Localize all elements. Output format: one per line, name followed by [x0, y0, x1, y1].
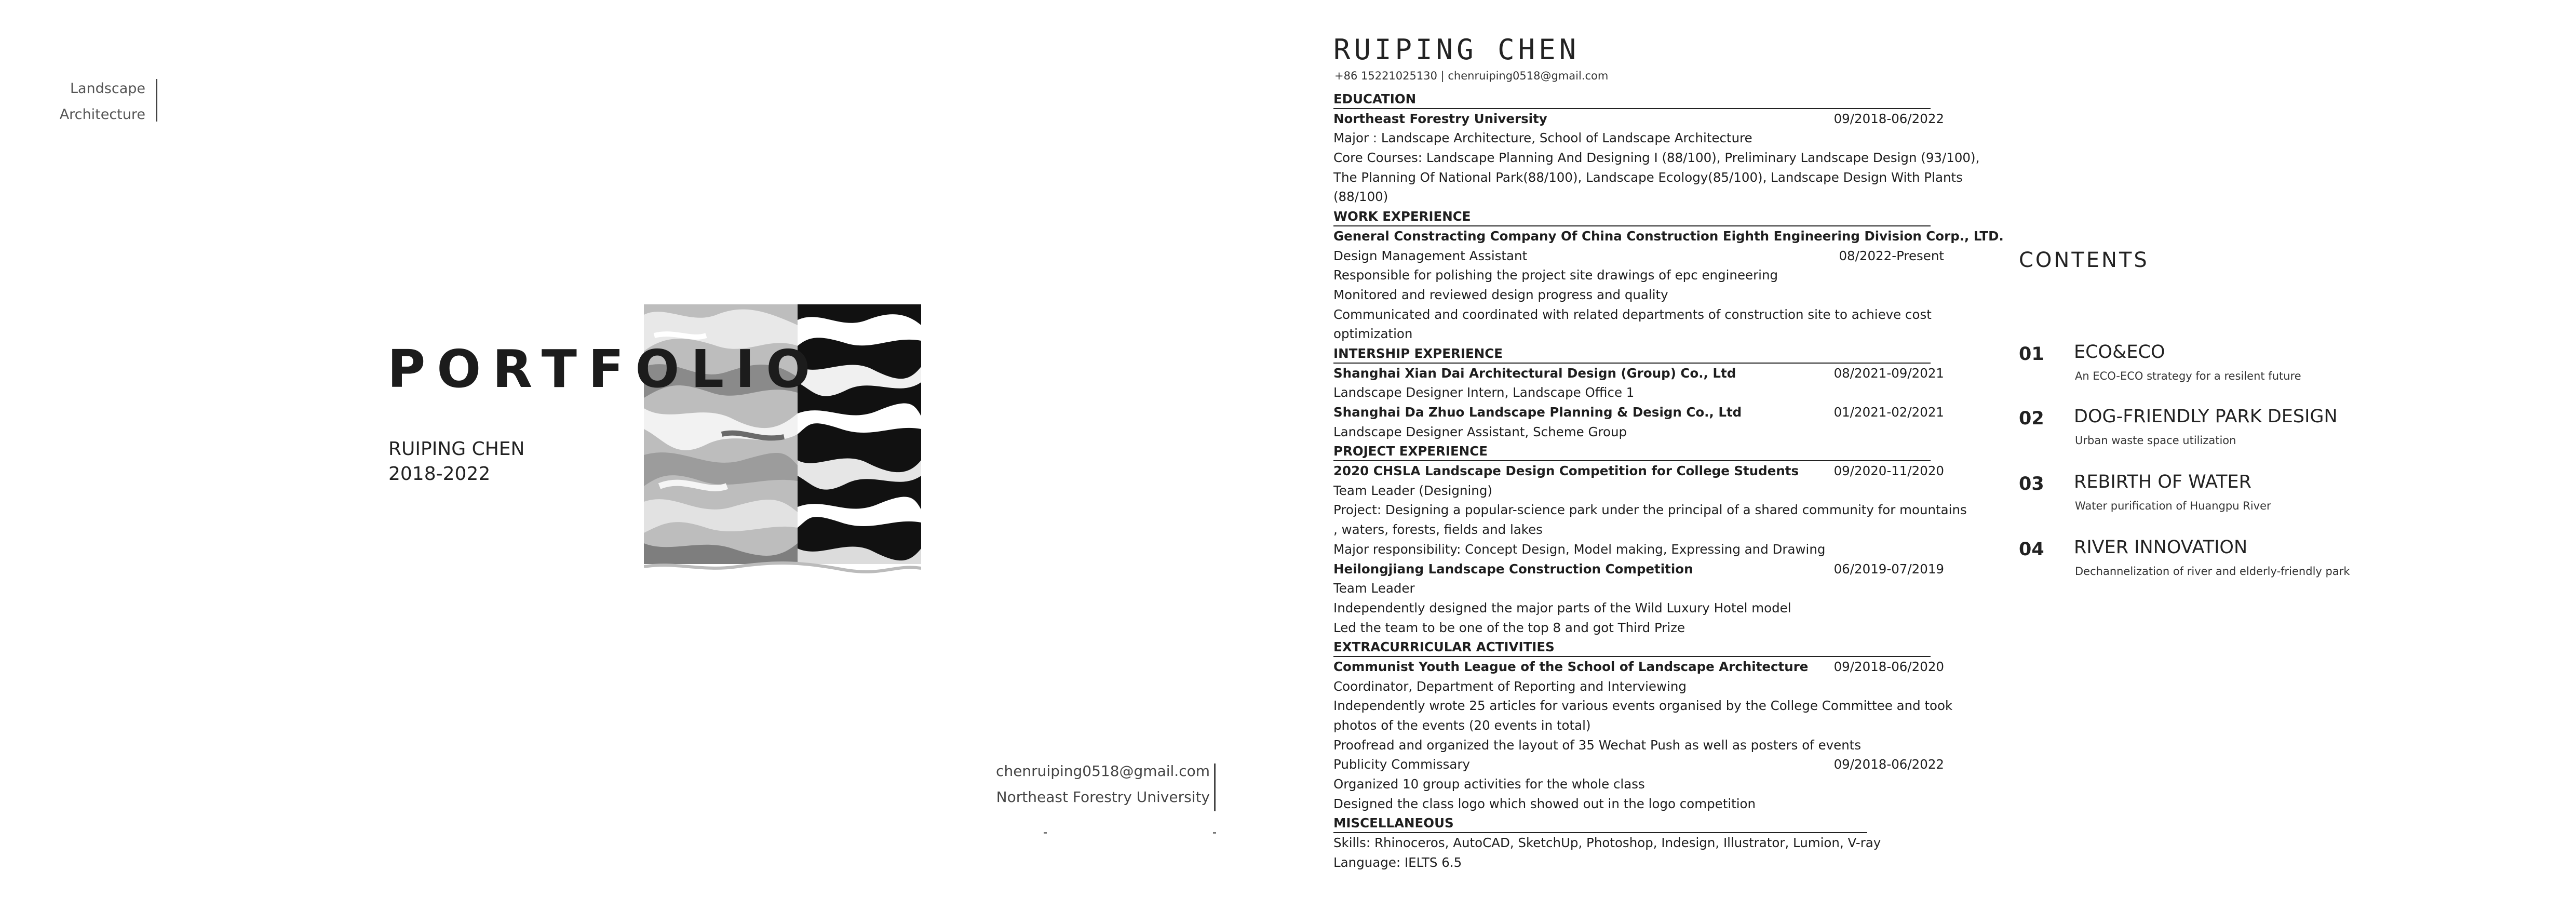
resume-entry-date: 08/2021-09/2021 — [1833, 365, 1944, 381]
resume-line: Independently wrote 25 articles for various events organised by the College Committee and took — [1333, 698, 1953, 714]
resume-line: Communicated and coordinated with related departments of construction site to achieve cost — [1333, 306, 1932, 322]
resume-line: photos of the events (20 events in total) — [1333, 718, 1591, 733]
resume-entry-date: 01/2021-02/2021 — [1833, 405, 1944, 420]
resume-entry-row — [1333, 109, 1944, 129]
resume-section-heading: WORK EXPERIENCE — [1333, 207, 1931, 226]
resume-entry-row — [1333, 559, 1944, 579]
corner-divider — [156, 79, 157, 122]
resume-line: Led the team to be one of the top 8 and got Third Prize — [1333, 620, 1685, 635]
resume-line: Major : Landscape Architecture, School of Landscape Architecture — [1333, 130, 1752, 146]
resume-entry-row — [1333, 755, 1944, 774]
resume-section-heading: EDUCATION — [1333, 89, 1931, 109]
resume-line: , waters, forests, fields and lakes — [1333, 522, 1543, 538]
contents-item-title: ECO&ECO — [2074, 342, 2165, 363]
contents-item-subtitle: Dechannelization of river and elderly-friendly park — [2075, 565, 2350, 578]
resume-body — [1333, 89, 2004, 873]
footer-tick-right — [1213, 832, 1216, 834]
resume-entry-row — [1333, 657, 1944, 677]
footer-tick-left — [1044, 832, 1047, 834]
resume-line: Organized 10 group activities for the whole class — [1333, 776, 1645, 792]
contents-item-subtitle: Urban waste space utilization — [2075, 434, 2236, 447]
resume-line: Language: IELTS 6.5 — [1333, 854, 1462, 870]
contents-item-title: REBIRTH OF WATER — [2074, 472, 2251, 492]
resume-line: Team Leader — [1333, 581, 1415, 596]
contents-title: CONTENTS — [2019, 248, 2149, 272]
resume-entry-date: 09/2018-06/2020 — [1833, 659, 1944, 674]
corner-label-line-1: Landscape — [70, 81, 145, 97]
contents-item-number: 04 — [2019, 539, 2044, 560]
resume-entry-date: 06/2019-07/2019 — [1833, 561, 1944, 577]
resume-entry-row — [1333, 403, 1944, 422]
resume-line: Monitored and reviewed design progress and quality — [1333, 287, 1668, 302]
resume-entry-date: 08/2022-Present — [1839, 248, 1944, 263]
resume-name: RUIPING CHEN — [1333, 33, 1580, 66]
resume-entry-title: 2020 CHSLA Landscape Design Competition for College Students — [1333, 463, 1799, 479]
contents-item-subtitle: An ECO-ECO strategy for a resilent future — [2075, 370, 2301, 382]
cover-contact — [955, 758, 1210, 810]
resume-entry-title: Design Management Assistant — [1333, 248, 1528, 263]
contents-item-subtitle: Water purification of Huangpu River — [2075, 500, 2271, 512]
resume-entry-row — [1333, 364, 1944, 383]
contents-item-number: 01 — [2019, 344, 2044, 365]
resume-line: Designed the class logo which showed out in the logo competition — [1333, 796, 1756, 811]
resume-entry-title: Shanghai Xian Dai Architectural Design (Group) Co., Ltd — [1333, 365, 1736, 381]
resume-line: Coordinator, Department of Reporting and Interviewing — [1333, 678, 1687, 694]
contents-item-title: DOG-FRIENDLY PARK DESIGN — [2074, 406, 2338, 427]
resume-line: The Planning Of National Park(88/100), Landscape Ecology(85/100), Landscape Design With Plants — [1333, 169, 1963, 185]
resume-entry-date: 09/2020-11/2020 — [1833, 463, 1944, 479]
resume-line: General Constracting Company Of China Construction Eighth Engineering Division Corp., LTD. — [1333, 228, 2004, 244]
resume-entry-row — [1333, 246, 1944, 266]
resume-section-heading: MISCELLANEOUS — [1333, 813, 1867, 833]
resume-line: Independently designed the major parts of the Wild Luxury Hotel model — [1333, 600, 1791, 615]
resume-line: Responsible for polishing the project site drawings of epc engineering — [1333, 267, 1778, 283]
resume-line: Landscape Designer Assistant, Scheme Group — [1333, 424, 1627, 439]
resume-section-heading: PROJECT EXPERIENCE — [1333, 441, 1931, 461]
resume-contact: +86 15221025130 | chenruiping0518@gmail.com — [1334, 70, 1609, 82]
cover-author-name: RUIPING CHEN — [388, 438, 525, 460]
contents-item-number: 02 — [2019, 408, 2044, 429]
portfolio-title: PORTFOLIO — [387, 339, 822, 399]
resume-entry-title: Northeast Forestry University — [1333, 111, 1547, 126]
resume-entry-title: Communist Youth League of the School of Landscape Architecture — [1333, 659, 1809, 674]
resume-line: Skills: Rhinoceros, AutoCAD, SketchUp, Photoshop, Indesign, Illustrator, Lumion, V-ray — [1333, 835, 1881, 851]
contact-divider — [1214, 763, 1216, 811]
resume-section-heading: INTERSHIP EXPERIENCE — [1333, 344, 1931, 364]
resume-line: Core Courses: Landscape Planning And Designing I (88/100), Preliminary Landscape Design (93/100), — [1333, 150, 1980, 166]
resume-entry-title: Shanghai Da Zhuo Landscape Planning & Design Co., Ltd — [1333, 405, 1742, 420]
contents-item-title: RIVER INNOVATION — [2074, 537, 2248, 558]
cover-university: Northeast Forestry University — [996, 788, 1210, 806]
resume-line: Proofread and organized the layout of 35 Wechat Push as well as posters of events — [1333, 737, 1862, 753]
contents-item-number: 03 — [2019, 474, 2044, 494]
resume-line: (88/100) — [1333, 189, 1388, 205]
resume-line: Team Leader (Designing) — [1333, 483, 1492, 498]
corner-label — [0, 76, 145, 128]
resume-entry-title: Heilongjiang Landscape Construction Competition — [1333, 561, 1693, 577]
resume-entry-row — [1333, 461, 1944, 481]
resume-entry-date: 09/2018-06/2022 — [1833, 111, 1944, 126]
resume-section-heading: EXTRACURRICULAR ACTIVITIES — [1333, 637, 1931, 657]
resume-line: optimization — [1333, 326, 1413, 342]
resume-line: Landscape Designer Intern, Landscape Office 1 — [1333, 385, 1635, 400]
resume-entry-title: Publicity Commissary — [1333, 757, 1470, 772]
resume-line: Major responsibility: Concept Design, Model making, Expressing and Drawing — [1333, 541, 1826, 557]
resume-line: Project: Designing a popular-science park under the principal of a shared community for mountains — [1333, 502, 1967, 518]
cover-email: chenruiping0518@gmail.com — [996, 762, 1210, 780]
resume-entry-date: 09/2018-06/2022 — [1833, 757, 1944, 772]
cover-years: 2018-2022 — [388, 463, 491, 485]
corner-label-line-2: Architecture — [59, 106, 145, 123]
